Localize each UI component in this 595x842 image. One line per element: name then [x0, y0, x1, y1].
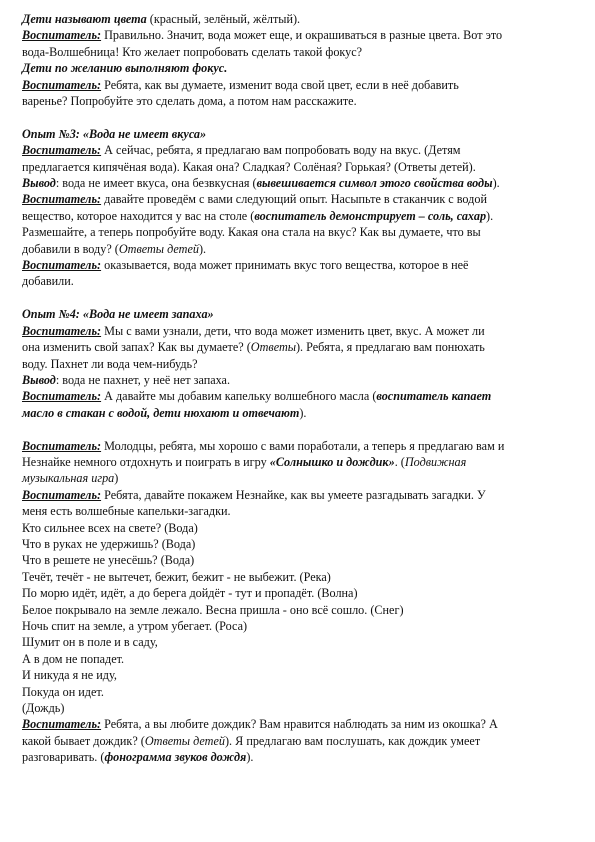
text-run: фонограмма звуков дождя: [104, 750, 247, 765]
text-line: [22, 339, 577, 355]
text-line: [22, 536, 577, 552]
text-line: [22, 27, 577, 43]
text-line: [22, 175, 577, 191]
text-run: Вывод: [22, 372, 56, 387]
text-run: добавили.: [22, 274, 74, 289]
text-line: [22, 405, 577, 421]
text-line: [22, 618, 577, 634]
speaker-label: Воспитатель:: [22, 438, 102, 453]
text-run: Молодцы, ребята, мы хорошо с вами поработали, а теперь я предлагаю вам и: [101, 438, 505, 453]
text-line: [22, 60, 577, 76]
text-run: Что в решете не унесёшь? (Вода): [22, 553, 195, 568]
text-line: [22, 241, 577, 257]
text-run: По морю идёт, идёт, а до берега дойдёт - тут и пропадёт. (Волна): [22, 586, 358, 601]
text-run: давайте проведём с вами следующий опыт. Насыпьте в стаканчик с водой: [101, 192, 487, 207]
text-run: Ответы детей: [118, 241, 199, 256]
text-line: [22, 273, 577, 289]
text-run: воду. Пахнет ли вода чем-нибудь?: [22, 356, 198, 371]
text-line: [22, 716, 577, 732]
speaker-label: Воспитатель:: [22, 487, 102, 502]
text-run: Опыт №3: «Вода не имеет вкуса»: [22, 126, 207, 141]
text-line: [22, 438, 577, 454]
text-run: какой бывает дождик? (: [22, 733, 145, 748]
text-run: Что в руках не удержишь? (Вода): [22, 536, 196, 551]
text-run: она изменить свой запах? Как вы думаете? (: [22, 340, 251, 355]
text-line: [22, 454, 577, 470]
text-line: [22, 11, 577, 27]
text-line: [22, 372, 577, 388]
blank-line: [22, 109, 577, 125]
text-run: Течёт, течёт - не вытечет, бежит, бежит - не выбежит. (Река): [22, 569, 331, 584]
text-run: : вода не пахнет, у неё нет запаха.: [55, 372, 231, 387]
text-line: [22, 356, 577, 372]
text-run: ). Ребята, я предлагаю вам понюхать: [296, 340, 485, 355]
speaker-label: Воспитатель:: [22, 77, 102, 92]
text-run: предлагается кипячёная вода). Какая она? Сладкая? Солёная? Горькая? (Ответы детей).: [22, 159, 476, 174]
text-run: ).: [492, 176, 500, 191]
text-run: меня есть волшебные капельки-загадки.: [22, 504, 231, 519]
document-page: [22, 11, 577, 766]
text-run: ): [114, 471, 119, 486]
text-run: ).: [198, 241, 207, 256]
text-run: Покуда он идет.: [22, 684, 104, 699]
speaker-label: Воспитатель:: [22, 258, 102, 273]
text-run: воспитатель капает: [376, 389, 492, 404]
text-line: [22, 142, 577, 158]
text-run: Незнайке немного отдохнуть и поиграть в игру: [22, 454, 270, 469]
text-run: А сейчас, ребята, я предлагаю вам попробовать воду на вкус. (Детям: [101, 143, 461, 158]
text-line: [22, 569, 577, 585]
text-line: [22, 208, 577, 224]
text-line: [22, 520, 577, 536]
text-run: ).: [246, 750, 254, 765]
text-line: [22, 77, 577, 93]
text-line: [22, 159, 577, 175]
text-line: [22, 191, 577, 207]
text-line: [22, 667, 577, 683]
text-run: (красный, зелёный, жёлтый).: [146, 12, 301, 26]
text-run: Правильно. Значит, вода может еще, и окрашиваться в разные цвета. Вот это: [101, 28, 503, 43]
text-line: [22, 749, 577, 765]
speaker-label: Воспитатель:: [22, 28, 102, 43]
text-run: Подвижная: [404, 454, 467, 469]
text-run: Мы с вами узнали, дети, что вода может изменить цвет, вкус. А может ли: [101, 323, 485, 338]
text-run: вещество, которое находится у вас на столе (: [22, 208, 255, 223]
text-line: [22, 634, 577, 650]
text-line: [22, 126, 577, 142]
text-run: Ответы детей: [144, 733, 225, 748]
blank-line: [22, 421, 577, 437]
speaker-label: Воспитатель:: [22, 717, 102, 732]
text-run: Ребята, а вы любите дождик? Вам нравится наблюдать за ним из окошка? А: [101, 717, 498, 732]
text-run: Ребята, как вы думаете, изменит вода свой цвет, если в неё добавить: [101, 77, 459, 92]
text-line: [22, 44, 577, 60]
text-run: Вывод: [22, 176, 56, 191]
text-line: [22, 684, 577, 700]
text-run: А в дом не попадет.: [22, 651, 125, 666]
text-line: [22, 552, 577, 568]
text-run: Дети по желанию выполняют фокус.: [22, 61, 228, 76]
text-line: [22, 388, 577, 404]
text-line: [22, 503, 577, 519]
text-run: «Солнышко и дождик»: [269, 454, 395, 469]
text-run: : вода не имеет вкуса, она безвкусная (: [55, 176, 257, 191]
text-run: масло в стакан с водой, дети нюхают и отвечают: [22, 405, 300, 420]
text-line: [22, 93, 577, 109]
text-line: [22, 257, 577, 273]
text-run: ).: [486, 208, 494, 223]
text-line: [22, 306, 577, 322]
text-run: Ребята, давайте покажем Незнайке, как вы умеете разгадывать загадки. У: [101, 487, 486, 502]
text-run: А давайте мы добавим капельку волшебного масла (: [101, 389, 377, 404]
text-run: Шумит он в поле и в саду,: [22, 635, 158, 650]
text-run: Белое покрывало на земле лежало. Весна пришла - оно всё сошло. (Снег): [22, 602, 404, 617]
speaker-label: Воспитатель:: [22, 323, 102, 338]
text-run: оказывается, вода может принимать вкус того вещества, которое в неё: [101, 258, 469, 273]
text-line: [22, 487, 577, 503]
text-run: вода-Волшебница! Кто желает попробовать сделать такой фокус?: [22, 44, 363, 59]
speaker-label: Воспитатель:: [22, 192, 102, 207]
text-line: [22, 602, 577, 618]
speaker-label: Воспитатель:: [22, 143, 102, 158]
text-run: ). Я предлагаю вам послушать, как дождик умеет: [224, 733, 481, 748]
text-line: [22, 470, 577, 486]
speaker-label: Воспитатель:: [22, 389, 102, 404]
text-run: ).: [299, 405, 307, 420]
text-run: Кто сильнее всех на свете? (Вода): [22, 520, 198, 535]
text-run: воспитатель демонстрирует – соль, сахар: [254, 208, 487, 223]
text-run: разговаривать. (: [22, 750, 105, 765]
text-line: [22, 585, 577, 601]
text-run: вывешивается символ этого свойства воды: [256, 176, 493, 191]
text-run: И никуда я не иду,: [22, 668, 117, 683]
text-run: . (: [394, 454, 405, 469]
text-run: Опыт №4: «Вода не имеет запаха»: [22, 307, 214, 322]
text-line: [22, 700, 577, 716]
blank-line: [22, 290, 577, 306]
text-line: [22, 224, 577, 240]
text-line: [22, 323, 577, 339]
text-run: музыкальная игра: [22, 471, 115, 486]
text-run: Ответы: [250, 340, 296, 355]
text-line: [22, 651, 577, 667]
text-run: Ночь спит на земле, а утром убегает. (Роса): [22, 618, 248, 633]
text-run: варенье? Попробуйте это сделать дома, а потом нам расскажите.: [22, 94, 357, 109]
text-line: [22, 733, 577, 749]
text-run: добавили в воду? (: [22, 241, 119, 256]
text-run: Дети называют цвета: [22, 12, 147, 26]
text-run: Размешайте, а теперь попробуйте воду. Какая она стала на вкус? Как вы думаете, что вы: [22, 225, 481, 240]
text-run: (Дождь): [22, 701, 65, 716]
